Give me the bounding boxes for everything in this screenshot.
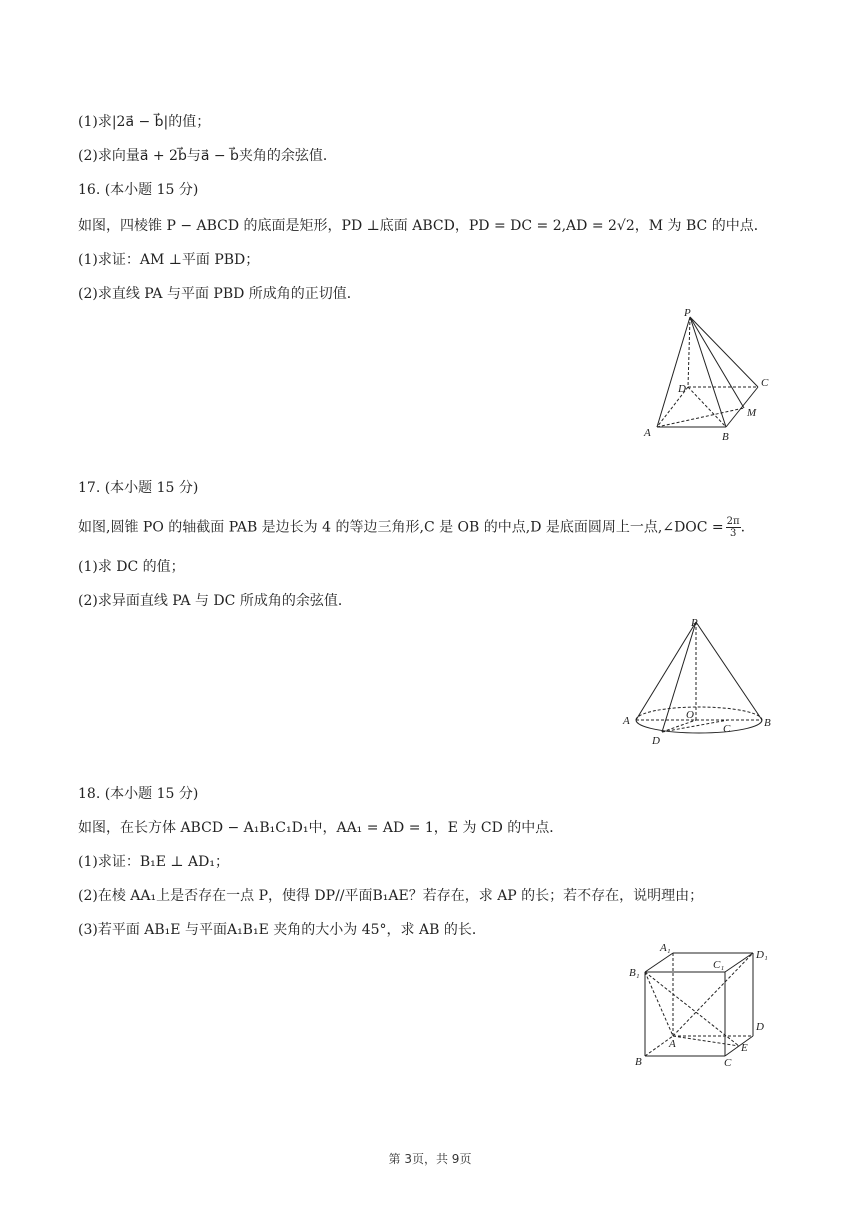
q18-part1: (1)求证：B₁E ⊥ AD₁； xyxy=(78,854,229,870)
q16-heading: 16. (本小题 15 分) xyxy=(78,182,199,198)
q17-part1: (1)求 DC 的值； xyxy=(78,559,185,575)
label-A1: A₁ xyxy=(660,942,671,954)
label-B: B xyxy=(635,1056,642,1068)
q18-part3: (3)若平面 AB₁E 与平面A₁B₁E 夹角的大小为 45°，求 AB 的长． xyxy=(78,922,486,938)
label-B1: B₁ xyxy=(629,967,640,979)
fraction xyxy=(726,516,741,539)
q16-stem: 如图，四棱锥 P − ABCD 的底面是矩形，PD ⊥底面 ABCD，PD = DC = 2,AD = 2√2，M 为 BC 的中点． xyxy=(78,218,768,234)
label-P: P xyxy=(691,617,698,629)
label-A: A xyxy=(644,427,651,439)
label-C: C xyxy=(761,377,769,389)
label-C: C xyxy=(723,723,731,735)
q17-part2: (2)求异面直线 PA 与 DC 所成角的余弦值． xyxy=(78,593,352,609)
label-D: D xyxy=(756,1021,764,1033)
cone-figure xyxy=(618,612,783,752)
q18-part2: (2)在棱 AA₁上是否存在一点 P，使得 DP//平面B₁AE？若存在，求 AP 的长；若不存在，说明理由； xyxy=(78,888,704,904)
q17-stem-end: . xyxy=(740,519,746,536)
label-D1: D₁ xyxy=(756,949,768,961)
fraction-numerator: 2π xyxy=(726,516,740,527)
label-C: C xyxy=(724,1057,732,1069)
label-P: P xyxy=(684,307,691,319)
box-figure xyxy=(625,938,785,1073)
q16-part1: (1)求证：AM ⊥平面 PBD； xyxy=(78,252,260,268)
label-E: E xyxy=(741,1042,748,1054)
q15-part2: (2)求向量a⃗ + 2b⃗与a⃗ − b⃗夹角的余弦值． xyxy=(78,148,337,164)
page-footer: 第 3页，共 9页 xyxy=(388,1152,472,1166)
label-D: D xyxy=(652,735,660,747)
label-B: B xyxy=(722,431,729,443)
q17-heading: 17. (本小题 15 分) xyxy=(78,480,199,496)
q18-heading: 18. (本小题 15 分) xyxy=(78,786,199,802)
q18-stem: 如图，在长方体 ABCD − A₁B₁C₁D₁中，AA₁ = AD = 1，E 为 CD 的中点． xyxy=(78,820,564,836)
q17-stem-text: 如图,圆锥 PO 的轴截面 PAB 是边长为 4 的等边三角形,C 是 OB 的中点,D 是底面圆周上一点,∠DOC = xyxy=(78,519,724,536)
q17-stem xyxy=(78,516,745,539)
label-O: O xyxy=(686,709,694,721)
label-B: B xyxy=(764,717,771,729)
label-A: A xyxy=(623,715,630,727)
fraction-denominator: 3 xyxy=(729,528,737,539)
label-C1: C₁ xyxy=(713,959,725,971)
pyramid-figure xyxy=(630,300,800,450)
label-M: M xyxy=(747,407,757,419)
label-D: D xyxy=(678,383,686,395)
label-A: A xyxy=(669,1038,676,1050)
q15-part1: (1)求|2a⃗ − b⃗|的值； xyxy=(78,114,211,130)
q16-part2: (2)求直线 PA 与平面 PBD 所成角的正切值． xyxy=(78,286,361,302)
